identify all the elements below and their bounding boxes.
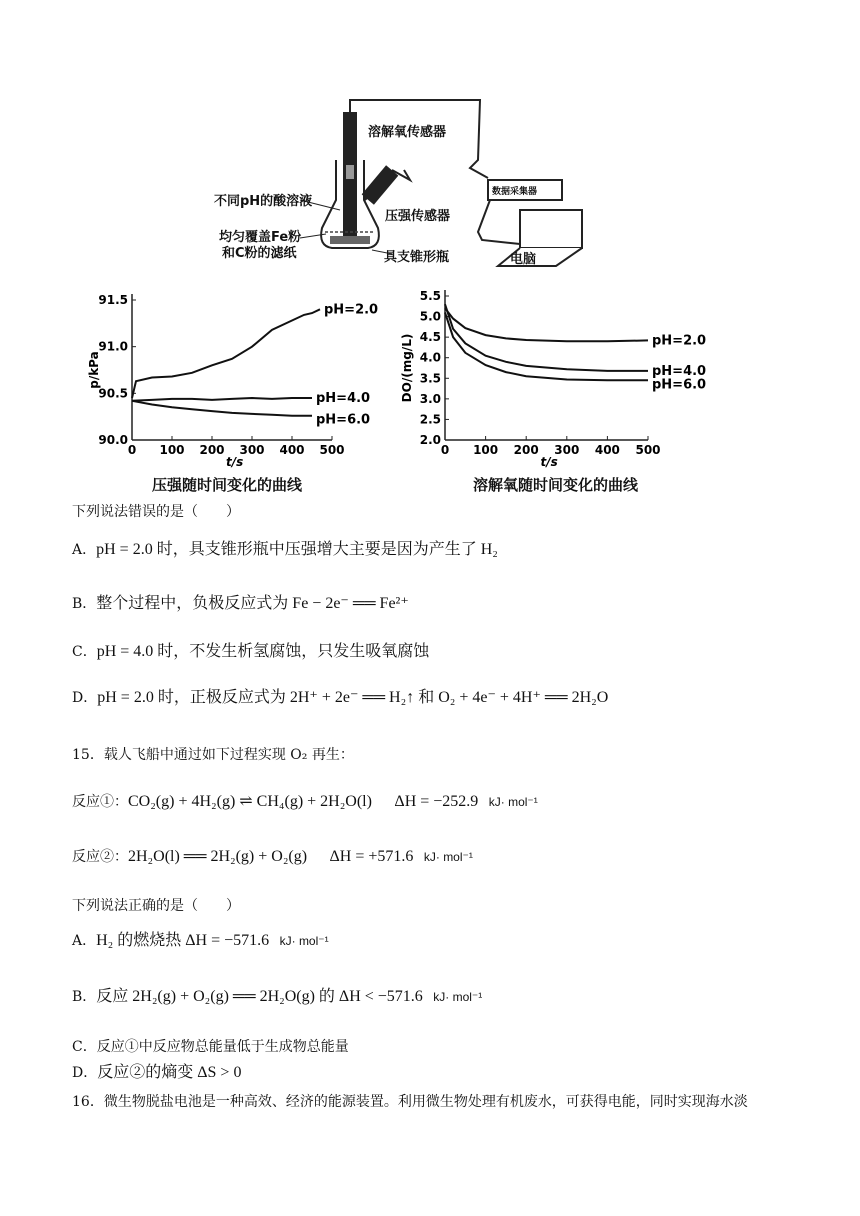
- q15-option-d: [72, 1064, 241, 1082]
- option-letter: B．: [72, 596, 97, 612]
- option-text: 整个过程中，负极反应式为 Fe − 2e⁻ ══ Fe²⁺: [96, 595, 409, 612]
- option-letter: D．: [72, 690, 98, 706]
- y-tick-label: 91.5: [98, 293, 128, 307]
- option-text: H₂ 的燃烧热 ΔH = −571.6: [96, 932, 270, 949]
- y-tick-label: 4.0: [419, 350, 441, 365]
- label-computer: 电脑: [510, 252, 537, 267]
- q15-option-b: [72, 988, 482, 1006]
- q14-option-c: [72, 643, 429, 661]
- y-tick-label: 5.5: [419, 289, 441, 303]
- option-unit: kJ· mol⁻¹: [279, 934, 329, 948]
- option-letter: B．: [72, 989, 97, 1005]
- x-tick-label: 500: [635, 443, 661, 457]
- y-tick-label: 4.5: [419, 330, 441, 345]
- reaction-label: 反应②：: [72, 849, 128, 865]
- y-tick-label: 90.5: [98, 386, 128, 401]
- series-label: pH=6.0: [316, 412, 371, 428]
- q15-option-a: [72, 932, 329, 950]
- series-label: pH=4.0: [316, 391, 371, 406]
- question-intro: 载人飞船中通过如下过程实现 O₂ 再生：: [103, 747, 354, 763]
- question-number: 15．: [72, 747, 104, 763]
- y-tick-label: 91.0: [98, 339, 128, 354]
- label-filter-paper-2: 和C粉的滤纸: [222, 246, 297, 261]
- option-letter: A．: [72, 933, 97, 949]
- y-tick-label: 2.5: [419, 412, 441, 427]
- q15-reaction-2: [72, 848, 473, 866]
- label-data-collector: 数据采集器: [492, 187, 538, 197]
- series-line: [132, 401, 312, 416]
- x-tick-label: 0: [440, 443, 450, 457]
- q15-option-c: [72, 1038, 349, 1056]
- pressure-chart-caption: 压强随时间变化的曲线: [152, 476, 303, 494]
- x-tick-label: 100: [159, 443, 185, 457]
- x-tick-label: 300: [239, 443, 265, 457]
- series-line: [445, 304, 648, 371]
- option-text: pH = 2.0 时，正极反应式为 2H⁺ + 2e⁻ ══ H₂↑ 和 O₂ + 4e⁻ + 4H⁺ ══ 2H₂O: [97, 689, 609, 706]
- reaction-unit: kJ· mol⁻¹: [488, 795, 538, 809]
- option-text: 反应①中反应物总能量低于生成物总能量: [96, 1039, 349, 1055]
- option-text: pH = 2.0 时，具支锥形瓶中压强增大主要是因为产生了 H₂: [96, 541, 498, 558]
- label-filter-paper-1: 均匀覆盖Fe粉: [219, 230, 302, 245]
- x-tick-label: 400: [279, 443, 305, 457]
- option-text: pH = 4.0 时，不发生析氢腐蚀，只发生吸氧腐蚀: [96, 643, 430, 660]
- reaction-enthalpy: ΔH = +571.6: [329, 848, 414, 865]
- y-tick-label: 5.0: [419, 309, 441, 324]
- series-label: pH=2.0: [652, 333, 707, 349]
- y-axis-label: p/kPa: [87, 351, 101, 389]
- label-acid-solution: 不同pH的酸溶液: [214, 194, 313, 209]
- x-tick-label: 300: [554, 443, 580, 457]
- option-letter: A．: [72, 542, 97, 558]
- y-tick-label: 2.0: [419, 433, 441, 447]
- x-axis-label: t/s: [226, 455, 244, 469]
- x-tick-label: 500: [319, 443, 345, 457]
- reaction-label: 反应①：: [72, 794, 128, 810]
- pressure-sensor: [362, 165, 410, 204]
- q15-stem: 下列说法正确的是（ ）: [72, 898, 240, 914]
- y-tick-label: 3.5: [419, 371, 441, 386]
- x-tick-label: 200: [513, 443, 539, 457]
- q15-reaction-1: [72, 793, 538, 811]
- q16-text: 16．微生物脱盐电池是一种高效、经济的能源装置。利用微生物处理有机废水，可获得电能，同时实现海水淡: [72, 1094, 748, 1110]
- x-tick-label: 0: [127, 443, 137, 457]
- label-oxygen-sensor: 溶解氧传感器: [368, 125, 447, 140]
- x-axis-label: t/s: [540, 455, 558, 469]
- series-label: pH=2.0: [324, 302, 379, 318]
- reaction-equation: 2H₂O(l) ══ 2H₂(g) + O₂(g): [128, 848, 308, 865]
- reaction-equation: CO₂(g) + 4H₂(g) ⇌ CH₄(g) + 2H₂O(l): [128, 793, 372, 810]
- series-line: [132, 398, 312, 401]
- label-flask: 具支锥形瓶: [384, 250, 450, 265]
- q14-option-a: [72, 541, 498, 559]
- label-pressure-sensor: 压强传感器: [385, 209, 451, 224]
- q14-option-d: [72, 689, 608, 707]
- option-letter: D．: [72, 1065, 98, 1081]
- pressure-chart: [80, 282, 379, 502]
- option-text: 反应 2H₂(g) + O₂(g) ══ 2H₂O(g) 的 ΔH < −571.6: [96, 988, 423, 1005]
- y-axis-label: DO/(mg/L): [400, 333, 414, 403]
- series-line: [445, 308, 648, 341]
- y-tick-label: 90.0: [98, 433, 128, 447]
- option-letter: C．: [72, 644, 97, 660]
- series-label: pH=6.0: [652, 377, 707, 393]
- option-text: 反应②的熵变 ΔS > 0: [97, 1064, 242, 1081]
- q14-stem: 下列说法错误的是（ ）: [72, 504, 240, 520]
- series-label: pH=4.0: [652, 363, 707, 379]
- x-tick-label: 400: [594, 443, 620, 457]
- reaction-enthalpy: ΔH = −252.9: [394, 793, 479, 810]
- y-tick-label: 3.0: [419, 391, 441, 406]
- option-letter: C．: [72, 1039, 97, 1055]
- series-line: [132, 309, 320, 398]
- x-tick-label: 200: [199, 443, 225, 457]
- q15-intro: [72, 746, 354, 764]
- do-chart-caption: 溶解氧随时间变化的曲线: [473, 476, 639, 494]
- q14-option-b: [72, 595, 409, 613]
- x-tick-label: 100: [473, 443, 499, 457]
- reaction-unit: kJ· mol⁻¹: [423, 850, 473, 864]
- option-unit: kJ· mol⁻¹: [433, 990, 483, 1004]
- do-chart: [390, 282, 720, 502]
